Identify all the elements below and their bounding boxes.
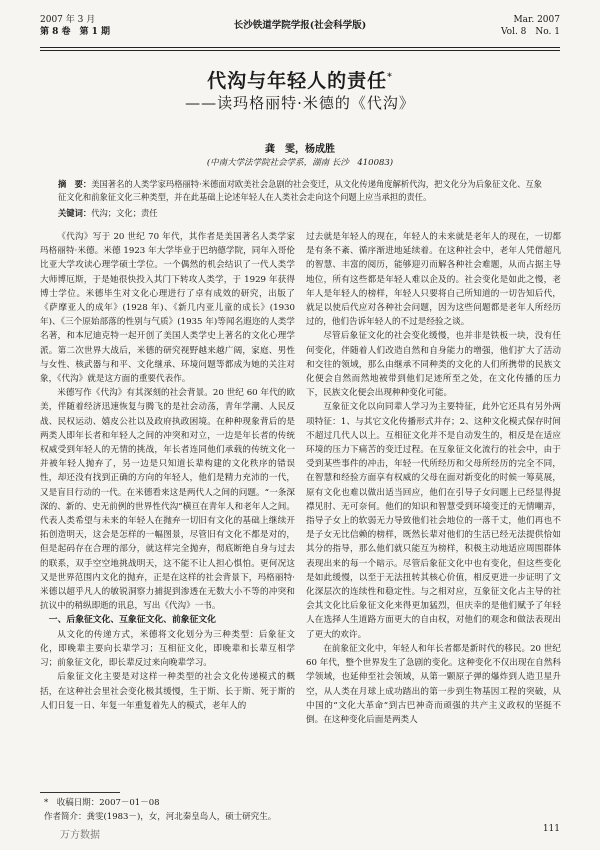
header-volume-en: Vol. 8 No. 1: [500, 27, 560, 37]
keywords: [58, 207, 542, 219]
keywords-text: 代沟；文化；责任: [91, 208, 158, 218]
keywords-label: 关键词：: [58, 208, 92, 218]
article-title-text: 代沟与年轻人的责任: [207, 70, 388, 92]
page-number: 111: [542, 824, 560, 834]
footnote-author-bio: 作者简介：龚雯(1983－)，女，河北秦皇岛人，硕士研究生。: [44, 812, 277, 822]
header-rule: [40, 47, 560, 48]
body-paragraph: 后象征文化主要是对这样一种类型的社会文化传递模式的概括，在这种社会里社会变化极其缓慢，生于斯、长于斯、死于斯的人们日复一日、年复一年重复着先人的模式，老年人的: [40, 672, 295, 711]
article-affiliation: (中南大学法学院社会学系，湖南 长沙 410083): [206, 158, 394, 168]
title-footnote-mark: *: [387, 72, 393, 83]
header-volume-cn: 第 8 卷 第 1 期: [40, 27, 111, 37]
header-date-cn: 2007 年 3 月: [40, 15, 96, 25]
abstract-label: 摘 要：: [58, 179, 92, 189]
body-paragraph: 互象征文化以向同辈人学习为主要特征，此外它还具有另外两项特征：1、与其它文化传播形式并存；2、这种文化模式保存时间不超过几代人以上。互相征文化并不是自动发生的，相反是在适应环境的压力下痛苦的变迁过程。在互象征文化流行的社会中，由于受到某些事件的冲击，年轻一代所经历和父母所经历的完全不同，在智慧和经验方面享有权威的父母在面对新变化的时候一筹莫展，原有文化也难以做出适当回应，他们在引导子女问题上已经显得捉襟见肘、无可奈何。他们的知识和智慧受到环境变迁的无情嘲弄，指导子女上的软弱无力导致他们社会地位的一落千丈，他们再也不是子女无比信赖的榜样，既然长辈对他们的生活已经无法提供恰如其分的指导，那么他们就只能互为榜样，积极主动地适应周围群体表现出来的每一个暗示。尽管后象征文化中也有变化，但这些变化是如此缓慢，以至于无法扭转其核心价值，相反更进一步证明了文化深层次的连续性和稳定性。与之相对应，互象征文化占主导的社会其文化比后象征文化来得更加猛烈，但庆幸的是他们赋予了年轻人在选择人生道路方面更大的自由权，对他们的观念和做法表现出了更大的欢许。: [306, 402, 561, 640]
footnote-received-text: 收稿日期：2007－01－08: [56, 798, 160, 808]
running-header: [40, 14, 560, 48]
footnote: [44, 796, 276, 824]
header-right: [501, 14, 560, 38]
header-date-en: Mar. 2007: [513, 15, 560, 25]
header-rule-thin: [40, 50, 560, 51]
abstract: [58, 178, 542, 204]
body-paragraph: 从文化的传递方式，米德将文化划分为三种类型：后象征文化，即晚辈主要向长辈学习；互相征文化，即晚辈和长辈互相学习；前象征文化，即长辈反过来向晚辈学习。: [40, 629, 295, 669]
article-title: [0, 66, 600, 93]
header-journal-name: 长沙铁道学院学报(社会科学版): [233, 20, 367, 31]
right-column: [306, 230, 561, 727]
body-paragraph: 在前象征文化中，年轻人和年长者都是新时代的移民。20 世纪 60 年代，整个世界发生了急剧的变化。这种变化不仅出现在自然科学领域，也延伸至社会领域，从第一颗原子弹的爆炸到人造卫星升空，从人类在月球上成功踏出的第一步到生物基因工程的突破，从中国的“文化大革命”到古巴神奇而顽强的共产主义政权的坚挺不倒。在这种变化后面是两类人: [306, 643, 561, 725]
body-paragraph-continued: 过去就是年轻人的现在，年轻人的未来就是老年人的现在，一切都是有条不紊、循序渐进地延续着。在这种社会中，老年人凭借超凡的智慧、丰富的阅历，能够迎刃而解各种社会难题，从而占据主导地位，所有这些都是年轻人难以企及的。社会变化是如此之慢，老年人是年轻人的榜样，年轻人只要将自己所知道的一切告知后代，就足以使后代应对各种社会问题，因为这些问题都是老年人所经历过的，他们告诉年轻人的不过是经验之谈。: [306, 232, 561, 328]
body-paragraph: 尽管后象征文化的社会变化缓慢，也并非是铁板一块，没有任何变化，伴随着人们改造自然和自身能力的增强，他们扩大了活动和交往的领域，那么由继承不同种类的文化的人们所携带的民族文化便会自然而然地被带到他们足迹所至之处，在文化传播的压力下，民族文化便会出现种种变化可能。: [306, 331, 561, 399]
footnote-received: * 收稿日期：2007－01－08: [44, 798, 160, 808]
footnote-rule: [40, 792, 120, 793]
body-paragraph: 《代沟》写于 20 世纪 70 年代，其作者是美国著名人类学家玛格丽特·米德。米德 1923 年大学毕业于巴纳德学院，同年入哥伦比亚大学攻读心理学硕士学位。一个偶然的机会结识了一代人类学大师博厄斯，于是她很快投入其门下转攻人类学，于 1929 年获得博士学位。米德毕生对文化心理进行了卓有成效的研究，出版了《萨摩亚人的成年》(1928 年)、《新几内亚儿童的成长》(1930 年)、《三个原始部落的性别与气质》(1935 年)等闻名遐迩的人类学名著，和本尼迪克特一起开创了美国人类学史上著名的文化心理学派。第二次世界大战后，米德的研究视野越来越广阔，家庭、男性与女性、核武器与和平、文化继承、环境问题等都成为她的关注对象，《代沟》就是这方面的重要代表作。: [40, 232, 295, 385]
section-heading: 一、后象征文化、互象征文化、前象征文化: [48, 615, 216, 626]
left-column: [40, 230, 295, 713]
body-paragraph: 米德写作《代沟》有其深刻的社会背景。20 世纪 60 年代的欧美，伴随着经济迅速恢复与腾飞的是社会动荡，青年学潮、人民反战、民权运动、嬉皮公社以及政府执政困境。在种种现象背后的是两类人即年长者和年轻人之间的冲突和对立，一边是年长者的传统权威受到年轻人的无情的挑战，年长者连同他们承载的传统文化一并被年轻人抛弃了，另一边是只知道长辈构建的文化秩序的错误性，却还没有找到正确的方向的年轻人，他们是精力充沛的一代，又是盲目行动的一代。在米德看来这是两代人之间的问题。“一条深深的、新的、史无前例的世界性代沟”横亘在青年人和老年人之间。代表人类希望与未来的年轻人在抛弃一切旧有文化的基础上继续开拓创造明天，这会是怎样的一幅图景，尽管旧有文化不都是对的，但是起码存在合理的部分，就这样完全抛弃，彻底断绝自身与过去的联系，双手空空地挑战明天，这不能不让人担心惧怕。更何况这又是世界范围内文化的抛弃，正是在这样的社会背景下，玛格丽特·米德以超乎凡人的敏锐洞察力捕捉到渗透在无数大小不等的冲突和抗议中的稍纵即逝的讯息，写出《代沟》一书。: [40, 388, 295, 612]
article-authors: 龚 雯，杨成胜: [265, 144, 335, 155]
article-subtitle: ——读玛格丽特·米德的《代沟》: [185, 94, 415, 112]
abstract-text: 美国著名的人类学家玛格丽特·米德面对欧美社会急剧的社会变迁，从文化传递角度解析代沟，把文化分为后象征文化、互象征文化和前象征文化三种类型，并在此基础上论述年轻人在人类社会走向这个问题上应当承担的责任。: [58, 179, 542, 202]
wanfang-logo: 万方数据: [60, 830, 100, 841]
